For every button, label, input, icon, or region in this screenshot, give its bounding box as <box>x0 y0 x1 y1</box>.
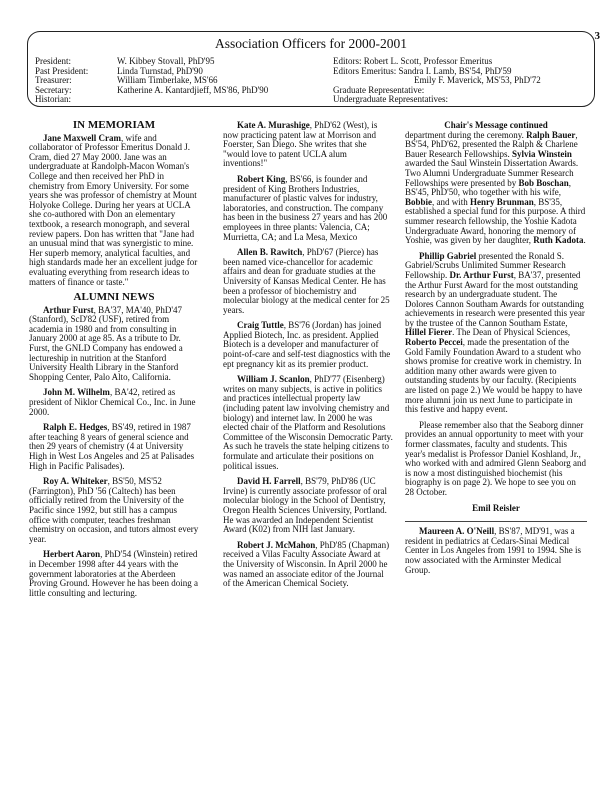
officer-label: President: <box>35 56 71 66</box>
news-item <box>29 388 199 417</box>
chair-segment: Bobbie <box>405 196 433 207</box>
chair-segment: Roberto Peccei <box>405 337 463 348</box>
officers-title: Association Officers for 2000-2001 <box>214 36 408 51</box>
memoriam-name: Jane Maxwell Cram <box>43 132 121 143</box>
news-text: , BS'50, MS'52 (Farrington), PhD '56 (Caltech) has been officially retired from the University of the Pacific since 1992, but still has a campus office with computer, teaches freshman chemistry on occasion, and tutors almost every year. <box>29 476 199 544</box>
news-text: , BS'66, is founder and president of King Brothers Industries, manufacturer of plastic valves for industry, laboratories, and construction. The company has been in the business 27 years and has 200 employees in three plants: Valencia, CA; Murrietta, CA; and La Mesa, Mexico <box>223 173 388 242</box>
news-name: Roy A. Whiteker <box>43 476 108 487</box>
divider <box>405 521 587 522</box>
news-text: , BA'37, MA'40, PhD'47 (Stanford), ScD'82 (USF), retired from academia in 1980 and from consulting in January 2000 at age 85. As a tribute to Dr. Furst, the GNLD Company has endowed a lectureship in nutrition at the Stanford University Health Library in the Stanford Shopping Center, Palo Alto, California. <box>29 304 183 382</box>
chair-segment: Ralph Bauer <box>526 129 576 140</box>
chair-segment: Phillip Gabriel <box>419 250 477 261</box>
news-text: , PhD'54 (Winstein) retired in December 1998 after 44 years with the government laboratories at the Aberdeen Proving Ground. However he has been doing a little consulting and lecturing. <box>29 549 198 598</box>
news-item <box>29 550 199 598</box>
news-item <box>223 321 393 369</box>
seaborg-paragraph: Please remember also that the Seaborg dinner provides an annual opportunity to meet with your former classmates, faculty and students. This year's medalist is Professor Daniel Koshland, Jr., who worked with and admired Glenn Seaborg and is now a most distinguished biochemist (his biography is on page 2). We hope to see you on 28 October. <box>405 419 587 497</box>
news-text: , BS'49, retired in 1987 after teaching 8 years of general science and then 29 years of chemistry (4 at University High in West Los Angeles and 25 at Palisades High in Pacific Palisades). <box>29 422 195 471</box>
editor-line: Editors Emeritus: Sandra I. Lamb, BS'54, PhD'59 <box>333 65 512 76</box>
news-text: , BS'79, PhD'86 (UC Irvine) is currently associate professor of oral molecular biology in the School of Dentistry, Oregon Health Sciences University, Portland. He was awarded an Independent Scientist Award (K02) from NIH last January. <box>223 476 387 535</box>
news-item <box>223 375 393 471</box>
news-text: , PhD'85 (Chapman) received a Vilas Faculty Associate Award at the University of Wisconsin. In April 2000 he was named an associate editor of the Journal of the American Chemical Society. <box>223 539 390 589</box>
news-name: Kate A. Murashige <box>237 120 310 130</box>
officer-label: Secretary: <box>35 84 72 95</box>
news-item <box>29 306 199 383</box>
news-name: William J. Scanlon <box>237 374 310 385</box>
chair-segment: , and with <box>432 196 471 207</box>
alumni-news-heading: ALUMNI NEWS <box>73 291 155 304</box>
column-right <box>405 121 587 575</box>
news-name: Herbert Aaron <box>43 549 101 560</box>
officer-label: Historian: <box>35 94 71 104</box>
chair-segment: , BA'37, presented the Arthur Furst Award for the most outstanding research by an undergraduate student. The Dolores Cannon Southam Awards for outstanding achievements in research were presented this year by the trustee of the Cannon Southam Estate, <box>405 269 585 328</box>
officer-name: William Timberlake, MS'66 <box>117 75 218 85</box>
officer-name: W. Kibbey Stovall, PhD'95 <box>117 56 215 66</box>
signature: Emil Reisler <box>472 502 520 513</box>
officer-label: Treasurer: <box>35 75 72 85</box>
editor-line: Emily F. Maverick, MS'53, PhD'72 <box>414 75 541 85</box>
news-name: Craig Tuttle <box>237 320 284 331</box>
news-name: John M. Wilhelm <box>43 387 110 398</box>
news-name: Maureen A. O'Neill <box>419 526 495 537</box>
chair-segment: Sylvia Winstein <box>511 148 572 159</box>
editor-line: Graduate Representative: <box>333 84 425 95</box>
memoriam-paragraph <box>29 134 199 288</box>
officer-name: Linda Turnstad, PhD'90 <box>117 65 203 76</box>
news-text: , PhD'62 (West), is now practicing patent law at Morrison and Foerster, San Diego. She writes that she "would love to patent UCLA alum inventions!" <box>223 120 378 169</box>
chair-message-heading: Chair's Message continued <box>444 120 548 130</box>
chair-segment: , BS'35, established a special fund for this purpose. A third summer research fellowship, the Yoshie Kadota Undergraduate Award, honoring the memory of Yoshie, was given by her daughter, <box>405 196 586 246</box>
chair-segment: , BS'45, PhD'50, who together with his wife, <box>405 177 572 198</box>
news-text: , PhD'77 (Eisenberg) writes on many subjects, is active in politics and practices intellectual property law (including patent law involving chemistry and biology) and internet law. In 2000 he was elected chair of the Platform and Resolutions Committee of the Wisconsin Democratic Party. As such he travels the state helping citizens to formulate and articulate their positions on political issues. <box>223 374 393 471</box>
news-name: Ralph E. Hedges <box>43 422 108 433</box>
news-text: , BS'87, MD'91, was a resident in pediatrics at Cedars-Sinai Medical Center in Los Angeles from 1991 to 1994. She is now associated with the Arminster Medical Group. <box>405 526 581 575</box>
chair-segment: . <box>583 235 586 246</box>
news-item <box>29 423 199 471</box>
editor-line: Undergraduate Representatives: <box>333 94 449 104</box>
news-name: Arthur Furst <box>43 304 94 315</box>
chair-segment: Henry Brunman <box>470 196 534 207</box>
officers-box <box>27 31 595 107</box>
officer-name: Katherine A. Kantardjieff, MS'86, PhD'90 <box>117 84 269 95</box>
gabriel-paragraph <box>405 252 587 415</box>
chair-segment: Bob Boschan <box>518 177 569 188</box>
news-item <box>223 477 393 535</box>
memoriam-heading: IN MEMORIAM <box>72 119 156 131</box>
news-name: Robert King <box>237 173 286 184</box>
page-number: 3 <box>594 30 600 42</box>
officer-label: Past President: <box>35 65 89 76</box>
chair-segment: Ruth Kadota <box>533 235 584 246</box>
news-item <box>405 527 587 575</box>
chair-paragraph <box>405 131 587 246</box>
news-item <box>29 477 199 544</box>
memoriam-text: , wife and collaborator of Professor Emeritus Donald J. Cram, died 27 May 2000. Jane was an undergraduate at Randolph-Macon Woman's College and then received her PhD in chemistry from Emory University. For some years she was professor of chemistry at Mount Holyoke College. During her years at UCLA she co-authored with Don an elementary textbook, a research monograph, and several review papers. Don has written that "Jane had an unusual mind that was synergistic to mine. Her superb memory, analytical faculties, and high standards made her an excellent judge for evaluating everything from research ideas to matters of finance or taste." <box>29 132 198 287</box>
chair-segment: , BS'54, PhD'62, presented the Ralph & Charlene Bauer Research Fellowships. <box>405 129 578 159</box>
chair-segment: , made the presentation of the Gold Family Foundation Award to a student who shows promise for creative work in chemistry. In addition many other awards were given to outstanding students by our faculty. (Recipients are listed on page 2.) We would be happy to have more alumni join us next June to participate in this festive and happy event. <box>405 337 583 415</box>
chair-segment: Dr. Arthur Furst <box>449 269 514 280</box>
news-item <box>223 541 393 589</box>
news-item <box>223 121 393 169</box>
news-text: , PhD'67 (Pierce) has been named vice-chancellor for academic affairs and dean for graduate studies at the University of Kansas Medical Center. He has been a professor of biochemistry and molecular biology at the medical center for 25 years. <box>223 247 390 315</box>
news-item <box>223 175 393 242</box>
chair-segment: department during the ceremony. <box>405 129 527 140</box>
news-text: , BA'42, retired as president of Niklor Chemical Co., Inc. in June 2000. <box>29 387 196 417</box>
news-item <box>223 248 393 315</box>
chair-segment: awarded the Saul Winstein Dissertation Awards. Two Alumni Undergraduate Summer Research Fellowships were presented by <box>405 158 579 188</box>
news-name: Allen B. Rawitch <box>237 247 303 258</box>
news-name: Robert J. McMahon <box>237 539 316 550</box>
chair-segment: presented the Ronald S. Gabriel/Scrubs Unlimited Summer Research Fellowship. <box>405 250 566 280</box>
chair-segment: . The Dean of Physical Sciences, <box>452 327 571 338</box>
column-left <box>29 121 199 598</box>
column-middle <box>223 121 393 589</box>
news-name: David H. Farrell <box>237 476 301 487</box>
editor-line: Editors: Robert L. Scott, Professor Emeritus <box>333 56 493 66</box>
news-text: , BS'76 (Jordan) has joined Applied Biotech, Inc. as president. Applied Biotech is a developer and manufacturer of point-of-care and self-test diagnostics with the ept pregnancy kit as its premier product. <box>223 320 391 369</box>
chair-segment: Hillel Fierer <box>405 327 453 338</box>
